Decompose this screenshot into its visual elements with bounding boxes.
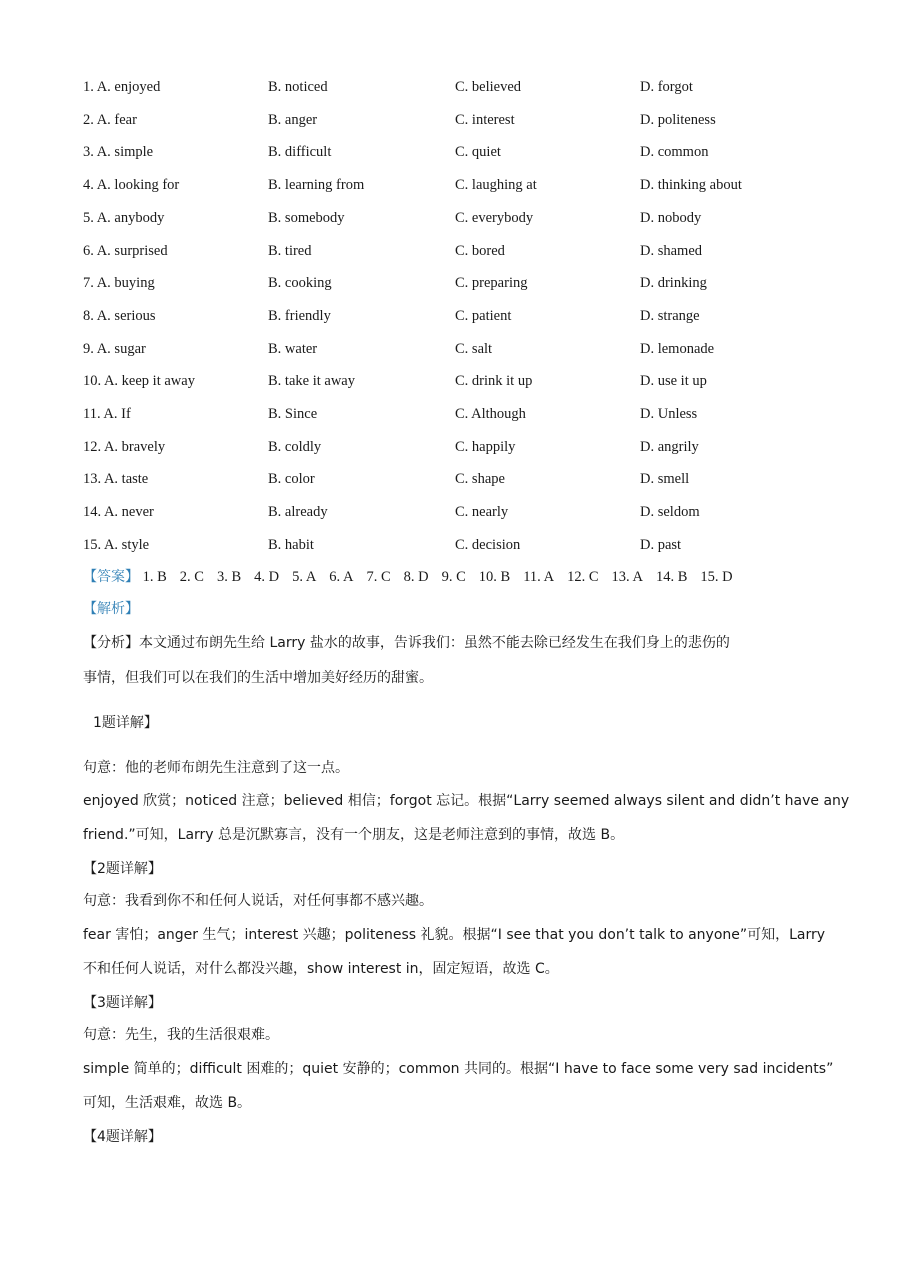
- question-row: [83, 76, 843, 98]
- option-d: D. drinking: [640, 275, 707, 292]
- question-row: [83, 240, 843, 262]
- option-d: D. Unless: [640, 406, 698, 422]
- option-a: 8. A. serious: [83, 307, 156, 324]
- option-b: B. Since: [268, 406, 318, 422]
- answer-item: 7. C: [366, 569, 391, 585]
- option-d: D. past: [640, 536, 682, 553]
- q2-meaning: 句意：我看到你不和任何人说话，对任何事都不感兴趣。: [83, 893, 433, 909]
- option-c: C. Although: [455, 406, 526, 422]
- answer-item: 4. D: [254, 569, 280, 585]
- option-b: B. take it away: [268, 373, 355, 390]
- q1-explanation-line-1: enjoyed 欣赏；noticed 注意；believed 相信；forgot 忘记。根据“Larry seemed always silent and didn’t have any: [83, 793, 850, 809]
- option-c: C. nearly: [455, 504, 509, 521]
- option-c: C. laughing at: [455, 177, 537, 194]
- answer-item: 14. B: [655, 569, 688, 585]
- option-c: C. bored: [455, 242, 505, 259]
- option-a: 12. A. bravely: [83, 438, 166, 455]
- question-row: [83, 403, 843, 425]
- option-d: D. shamed: [640, 242, 703, 259]
- option-b: B. anger: [268, 111, 318, 128]
- option-a: 5. A. anybody: [83, 209, 165, 226]
- option-b: B. cooking: [268, 275, 332, 292]
- question-row: [83, 141, 843, 163]
- q3-meaning: 句意：先生，我的生活很艰难。: [83, 1027, 279, 1043]
- q3-explanation-line-2: 可知，生活艰难，故选 B。: [83, 1095, 252, 1111]
- option-a: 6. A. surprised: [83, 242, 168, 259]
- q1-heading: 1题详解】: [93, 715, 158, 731]
- option-c: C. happily: [455, 438, 516, 455]
- option-d: D. smell: [640, 471, 690, 488]
- option-b: B. difficult: [268, 144, 332, 161]
- option-a: 10. A. keep it away: [83, 373, 195, 390]
- option-b: B. learning from: [268, 177, 365, 194]
- question-row: [83, 468, 843, 490]
- answer-item: 2. C: [179, 569, 204, 585]
- option-a: 3. A. simple: [83, 144, 154, 161]
- question-row: [83, 174, 843, 196]
- q4-heading: 【4题详解】: [83, 1129, 162, 1145]
- option-b: B. somebody: [268, 209, 345, 226]
- option-a: 2. A. fear: [83, 111, 137, 128]
- option-b: B. noticed: [268, 79, 328, 95]
- option-d: D. strange: [640, 307, 700, 324]
- answer-item: 9. C: [441, 569, 466, 585]
- option-a: 7. A. buying: [83, 275, 155, 292]
- option-c: C. shape: [455, 471, 505, 488]
- answer-item: 8. D: [403, 569, 429, 585]
- option-c: C. decision: [455, 536, 521, 553]
- option-c: C. salt: [455, 340, 493, 357]
- q2-explanation-line-2: 不和任何人说话，对什么都没兴趣，show interest in，固定短语，故选 C。: [83, 961, 559, 977]
- option-b: B. friendly: [268, 307, 331, 324]
- option-c: C. interest: [455, 111, 515, 128]
- option-d: D. nobody: [640, 209, 702, 226]
- answer-items: [143, 569, 746, 585]
- option-b: B. tired: [268, 242, 312, 259]
- answer-item: 11. A: [523, 569, 555, 585]
- answer-line: [83, 566, 746, 588]
- option-d: D. seldom: [640, 504, 700, 521]
- answer-item: 5. A: [292, 569, 317, 585]
- answer-item: 10. B: [478, 569, 511, 585]
- question-row: [83, 436, 843, 458]
- option-d: D. politeness: [640, 111, 716, 128]
- option-c: C. believed: [455, 79, 522, 95]
- answer-item: 3. B: [216, 569, 242, 585]
- q1-meaning: 句意：他的老师布朗先生注意到了这一点。: [83, 760, 349, 776]
- option-c: C. drink it up: [455, 373, 533, 390]
- option-a: 15. A. style: [83, 536, 150, 553]
- option-a: 4. A. looking for: [83, 177, 180, 194]
- question-row: [83, 338, 843, 360]
- option-b: B. water: [268, 340, 318, 357]
- analysis-tag: 【解析】: [83, 601, 139, 617]
- question-row: [83, 501, 843, 523]
- q3-heading: 【3题详解】: [83, 995, 162, 1011]
- fenxi-line-1: 【分析】本文通过布朗先生给 Larry 盐水的故事，告诉我们：虽然不能去除已经发生在我们身上的悲伤的: [83, 635, 730, 651]
- option-c: C. quiet: [455, 144, 501, 161]
- option-d: D. forgot: [640, 79, 693, 95]
- option-d: D. common: [640, 144, 709, 161]
- option-c: C. everybody: [455, 209, 534, 226]
- q2-explanation-line-1: fear 害怕；anger 生气；interest 兴趣；politeness 礼貌。根据“I see that you don’t talk to anyone”可知，Larry: [83, 927, 826, 943]
- option-c: C. preparing: [455, 275, 528, 292]
- option-c: C. patient: [455, 307, 512, 324]
- question-row: [83, 109, 843, 131]
- option-d: D. lemonade: [640, 340, 715, 357]
- question-row: [83, 370, 843, 392]
- answer-item: 13. A: [611, 569, 643, 585]
- option-a: 1. A. enjoyed: [83, 79, 161, 95]
- answer-item: 1. B: [142, 569, 167, 585]
- answer-item: 12. C: [567, 569, 599, 585]
- option-b: B. already: [268, 504, 328, 521]
- question-row: [83, 534, 843, 556]
- option-b: B. color: [268, 471, 315, 488]
- fenxi-line-2: 事情，但我们可以在我们的生活中增加美好经历的甜蜜。: [83, 670, 433, 686]
- option-d: D. angrily: [640, 438, 699, 455]
- option-b: B. coldly: [268, 438, 322, 455]
- question-row: [83, 207, 843, 229]
- option-a: 9. A. sugar: [83, 340, 146, 357]
- option-b: B. habit: [268, 536, 314, 553]
- option-a: 11. A. If: [83, 406, 131, 422]
- q3-explanation-line-1: simple 简单的；difficult 困难的；quiet 安静的；common 共同的。根据“I have to face some very sad incidents”: [83, 1061, 834, 1077]
- question-row: [83, 305, 843, 327]
- option-d: D. use it up: [640, 373, 707, 390]
- q1-explanation-line-2: friend.”可知，Larry 总是沉默寡言，没有一个朋友，这是老师注意到的事情，故选 B。: [83, 827, 625, 843]
- q2-heading: 【2题详解】: [83, 861, 162, 877]
- option-a: 13. A. taste: [83, 471, 149, 488]
- answer-item: 6. A: [329, 569, 354, 585]
- answer-item: 15. D: [700, 569, 733, 585]
- question-row: [83, 272, 843, 294]
- answer-tag: 【答案】: [83, 569, 139, 585]
- option-a: 14. A. never: [83, 504, 154, 521]
- option-d: D. thinking about: [640, 177, 742, 194]
